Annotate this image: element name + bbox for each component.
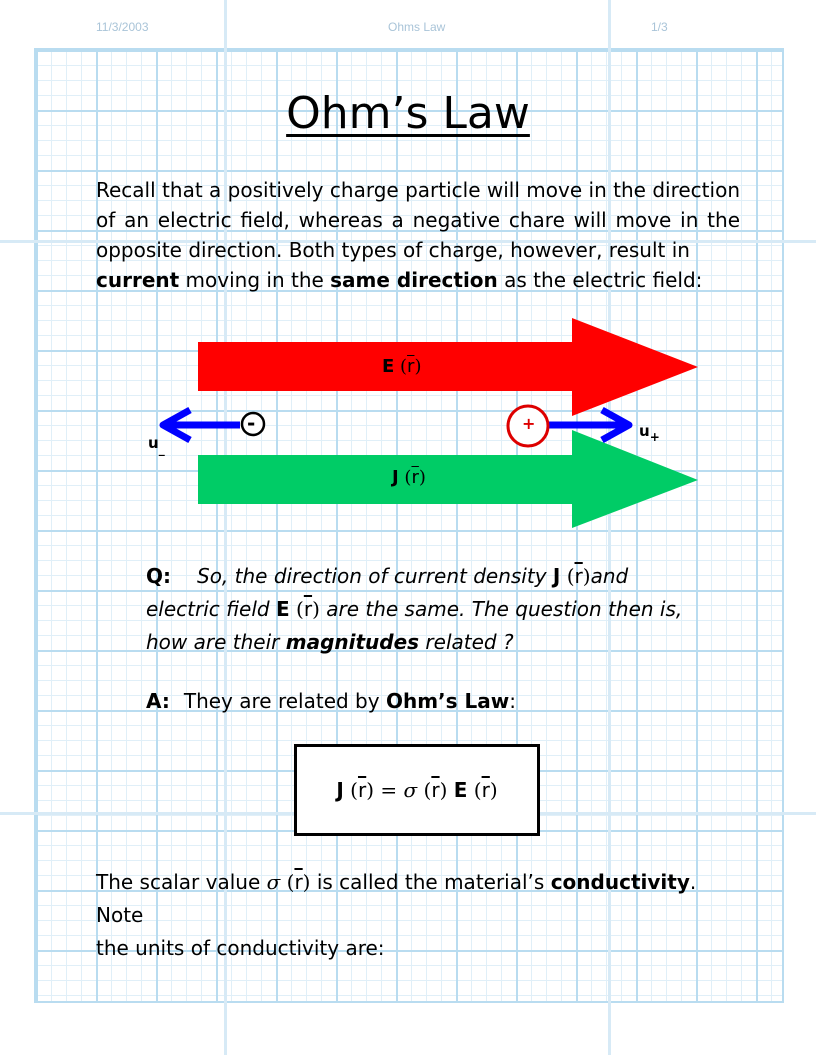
ohms-law-equation-box: J $(\overline{r}) = \sigma$ $(\overline{r})$ E $(\overline{r})$ <box>294 744 540 836</box>
sigma-symbol: σ <box>403 778 418 802</box>
question-text: and <box>590 564 629 588</box>
positive-velocity-label <box>639 422 660 444</box>
r-vector: $\overline{r}$ <box>303 597 313 621</box>
j-symbol: J <box>392 467 399 488</box>
equals-sign: = <box>380 778 398 802</box>
answer-text: : <box>509 689 516 713</box>
current-density-arrow <box>198 430 698 528</box>
r-vector: $\overline{r}$ <box>574 564 583 588</box>
subscript-minus: _ <box>158 442 165 456</box>
intro-text: moving in the <box>179 268 331 292</box>
intro-line: Recall that a positively charge particle will move in the direction <box>96 178 740 202</box>
page-title: Ohm’s Law <box>286 88 530 139</box>
term-same-direction: same direction <box>330 268 498 292</box>
intro-line: of an electric field, whereas a negative chare will move in the <box>96 208 740 232</box>
header-title: Ohms Law <box>388 20 446 34</box>
r-vector: $\overline{r}$ <box>411 467 419 488</box>
r-vector: $\overline{r}$ <box>294 870 303 894</box>
question-text: are the same. The question then is, <box>319 597 683 621</box>
j-symbol: J <box>552 564 561 588</box>
intro-line: opposite direction. Both types of charge, however, result in <box>96 238 690 262</box>
conclusion-text: . Note <box>96 870 697 927</box>
answer-label: A: <box>146 689 170 713</box>
r-vector: $\overline{r}$ <box>407 356 415 377</box>
question-label: Q: <box>146 564 171 588</box>
minus-sign: - <box>247 411 256 435</box>
intro-text: as the electric field: <box>497 268 703 292</box>
conclusion-text: is called the material’s <box>310 870 551 894</box>
conclusion-paragraph: The scalar value σ $(\overline{r})$ is called the material’s conductivity. Note the units of conductivity are: <box>96 870 697 960</box>
header-date: 11/3/2003 <box>96 20 149 34</box>
r-vector: $\overline{r}$ <box>431 778 440 802</box>
negative-velocity-label <box>148 434 165 456</box>
plus-sign: + <box>522 414 536 433</box>
question-text: how are their <box>146 630 286 654</box>
sigma-symbol: σ <box>266 870 281 894</box>
electric-field-arrow <box>198 318 698 416</box>
term-current: current <box>96 268 180 292</box>
term-magnitudes: magnitudes <box>285 630 420 654</box>
term-conductivity: conductivity <box>550 870 690 894</box>
question-text: related ? <box>419 630 514 654</box>
header-page-number: 1/3 <box>651 20 668 34</box>
e-symbol: E <box>275 597 290 621</box>
term-ohms-law: Ohm’s Law <box>385 689 510 713</box>
question-text: So, the direction of current density <box>197 564 553 588</box>
conclusion-text: The scalar value <box>96 870 267 894</box>
r-vector: $\overline{r}$ <box>481 778 490 802</box>
j-symbol: J <box>336 778 344 802</box>
question-block: Q: So, the direction of current density J $(\overline{r})and$ electric field E $(\overline{r})$ are the same. The question then is, how are their magnitudes related ? <box>146 564 683 654</box>
e-symbol: E <box>382 356 395 377</box>
answer-block <box>146 685 692 718</box>
e-symbol: E <box>453 778 468 802</box>
question-text: electric field <box>146 597 276 621</box>
u-symbol: u <box>148 434 159 452</box>
r-vector: $\overline{r}$ <box>357 778 367 802</box>
electric-field-label: E $(\overline{r})$ <box>382 356 422 377</box>
answer-text: They are related by <box>183 689 386 713</box>
conclusion-text: the units of conductivity are: <box>96 936 385 960</box>
subscript-plus: + <box>649 430 660 444</box>
u-symbol: u <box>639 422 650 440</box>
current-density-label: J $(\overline{r})$ <box>392 467 426 488</box>
